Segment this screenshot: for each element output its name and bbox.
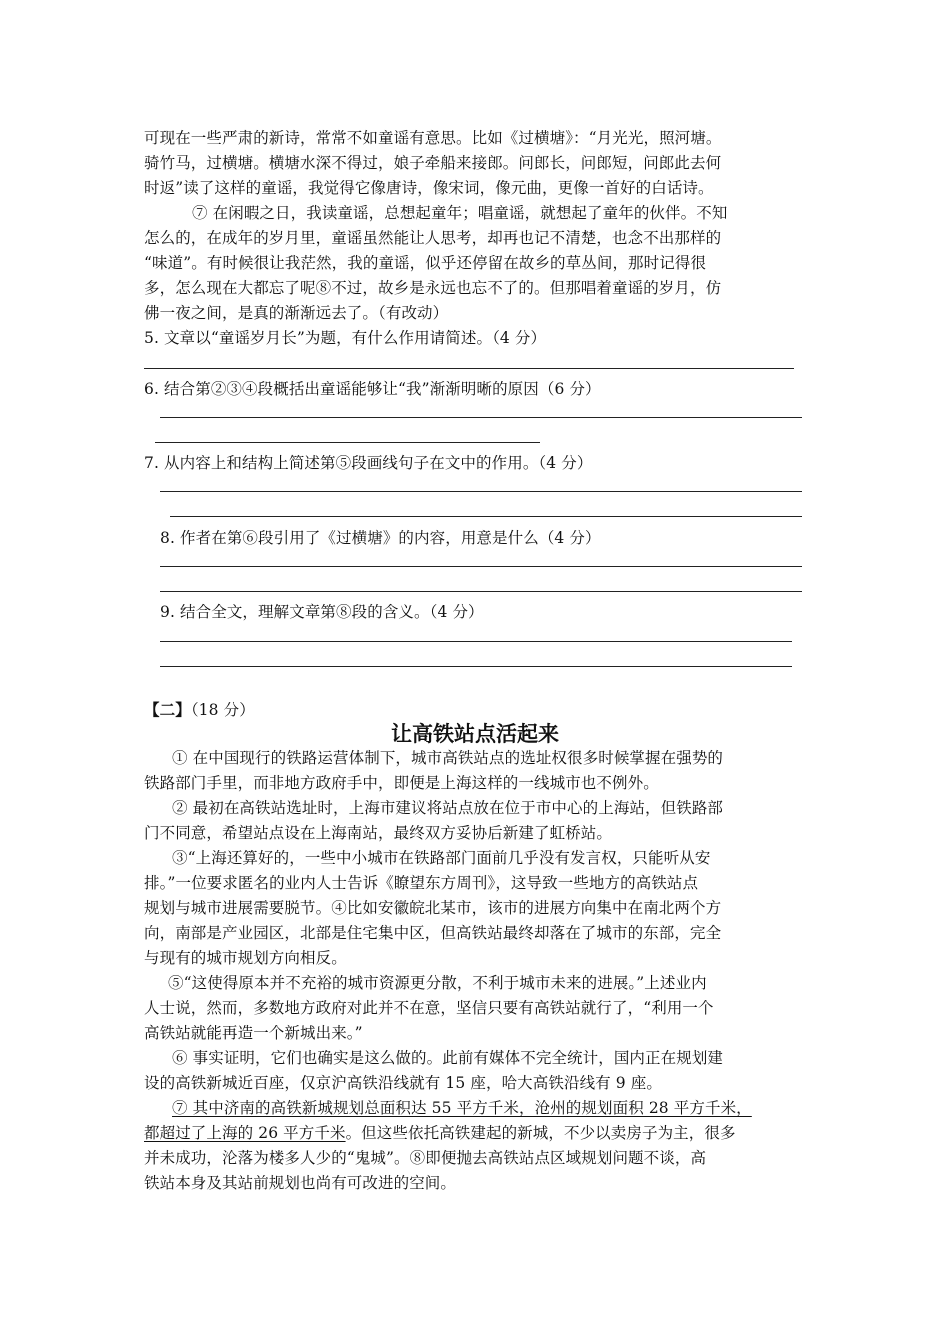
s2-line-9: 与现有的城市规划方向相反。 (144, 949, 347, 967)
passage1-p7-line-1: ⑦ 在闲暇之日，我读童谣，总想起童年；唱童谣，就想起了童年的伙伴。不知 (192, 204, 728, 222)
passage1-p6-line-2: 骑竹马，过横塘。横塘水深不得过，娘子牵船来接郎。问郎长，问郎短，问郎此去何 (144, 154, 722, 172)
s2-p7-line-4: 铁站本身及其站前规划也尚有可改进的空间。 (144, 1174, 457, 1192)
passage1-p7-line-5: 佛一夜之间，是真的渐渐远去了。（有改动） (144, 304, 449, 322)
s2-p7-line-2 (144, 1121, 736, 1145)
s2-line-11: 人士说，然而，多数地方政府对此并不在意，坚信只要有高铁站就行了，“利用一个 (144, 999, 714, 1017)
s2-p7-underlined-line-1: ⑦ 其中济南的高铁新城规划总面积达 55 平方千米，沧州的规划面积 28 平方千米， (172, 1099, 752, 1117)
answer-line-q7-1 (160, 491, 802, 492)
question-6: 6. 结合第②③④段概括出童谣能够让“我”渐渐明晰的原因（6 分） (144, 380, 601, 398)
s2-line-7: 规划与城市进展需要脱节。④比如安徽皖北某市，该市的进展方向集中在南北两个方 (144, 899, 722, 917)
s2-line-8: 向，南部是产业园区，北部是住宅集中区，但高铁站最终却落在了城市的东部，完全 (144, 924, 722, 942)
s2-line-4: 门不同意，希望站点设在上海南站，最终双方妥协后新建了虹桥站。 (144, 824, 613, 842)
passage1-p7-line-3: “味道”。有时候很让我茫然，我的童谣，似乎还停留在故乡的草丛间，那时记得很 (144, 254, 707, 272)
answer-line-q9-1 (160, 641, 792, 642)
question-9: 9. 结合全文，理解文章第⑧段的含义。（4 分） (160, 603, 484, 621)
s2-line-1: ① 在中国现行的铁路运营体制下，城市高铁站点的选址权很多时候掌握在强势的 (172, 749, 724, 767)
s2-line-10: ⑤“这使得原本并不充裕的城市资源更分散，不利于城市未来的进展。”上述业内 (168, 974, 707, 992)
answer-line-q8-2 (160, 591, 802, 592)
s2-p7-line-2-rest: 。但这些依托高铁建起的新城，不少以卖房子为主，很多 (345, 1124, 736, 1142)
question-8: 8. 作者在第⑥段引用了《过横塘》的内容，用意是什么（4 分） (160, 529, 601, 547)
question-7: 7. 从内容上和结构上简述第⑤段画线句子在文中的作用。（4 分） (144, 454, 593, 472)
s2-p7-line-3: 并未成功，沦落为楼多人少的“鬼城”。⑧即便抛去高铁站点区域规划问题不谈，高 (144, 1149, 707, 1167)
passage1-p7-line-2: 怎么的，在成年的岁月里，童谣虽然能让人思考，却再也记不清楚，也念不出那样的 (144, 229, 722, 247)
answer-line-q5-1 (144, 368, 794, 369)
question-5: 5. 文章以“童谣岁月长”为题，有什么作用请简述。（4 分） (144, 329, 547, 347)
s2-line-14: 设的高铁新城近百座，仅京沪高铁沿线就有 15 座，哈大高铁沿线有 9 座。 (144, 1074, 662, 1092)
s2-line-6: 排。”一位要求匿名的业内人士告诉《瞭望东方周刊》，这导致一些地方的高铁站点 (144, 874, 699, 892)
s2-line-3: ② 最初在高铁站选址时，上海市建议将站点放在位于市中心的上海站，但铁路部 (172, 799, 724, 817)
answer-line-q8-1 (160, 566, 802, 567)
answer-line-q6-1 (160, 417, 802, 418)
s2-line-12: 高铁站就能再造一个新城出来。” (144, 1024, 363, 1042)
s2-p7-underlined-line-2: 都超过了上海的 26 平方千米 (144, 1124, 346, 1142)
s2-line-13: ⑥ 事实证明，它们也确实是这么做的。此前有媒体不完全统计，国内正在规划建 (172, 1049, 724, 1067)
s2-line-5: ③“上海还算好的，一些中小城市在铁路部门面前几乎没有发言权，只能听从安 (172, 849, 711, 867)
answer-line-q7-2 (170, 516, 802, 517)
passage1-p6-line-1: 可现在一些严肃的新诗，常常不如童谣有意思。比如《过横塘》：“月光光，照河塘。 (144, 129, 722, 147)
s2-line-2: 铁路部门手里，而非地方政府手中，即便是上海这样的一线城市也不例外。 (144, 774, 659, 792)
answer-line-q9-2 (160, 666, 792, 667)
passage1-p6-line-3: 时返”读了这样的童谣，我觉得它像唐诗，像宋词，像元曲，更像一首好的白话诗。 (144, 179, 714, 197)
passage1-p7-line-4: 多，怎么现在大都忘了呢⑧不过，故乡是永远也忘不了的。但那唱着童谣的岁月，仿 (144, 279, 722, 297)
answer-line-q6-2 (155, 442, 540, 443)
section2-label: 【二】 (144, 700, 191, 719)
section2-title: 让高铁站点活起来 (391, 722, 559, 746)
section2-points: （18 分） (190, 701, 255, 719)
